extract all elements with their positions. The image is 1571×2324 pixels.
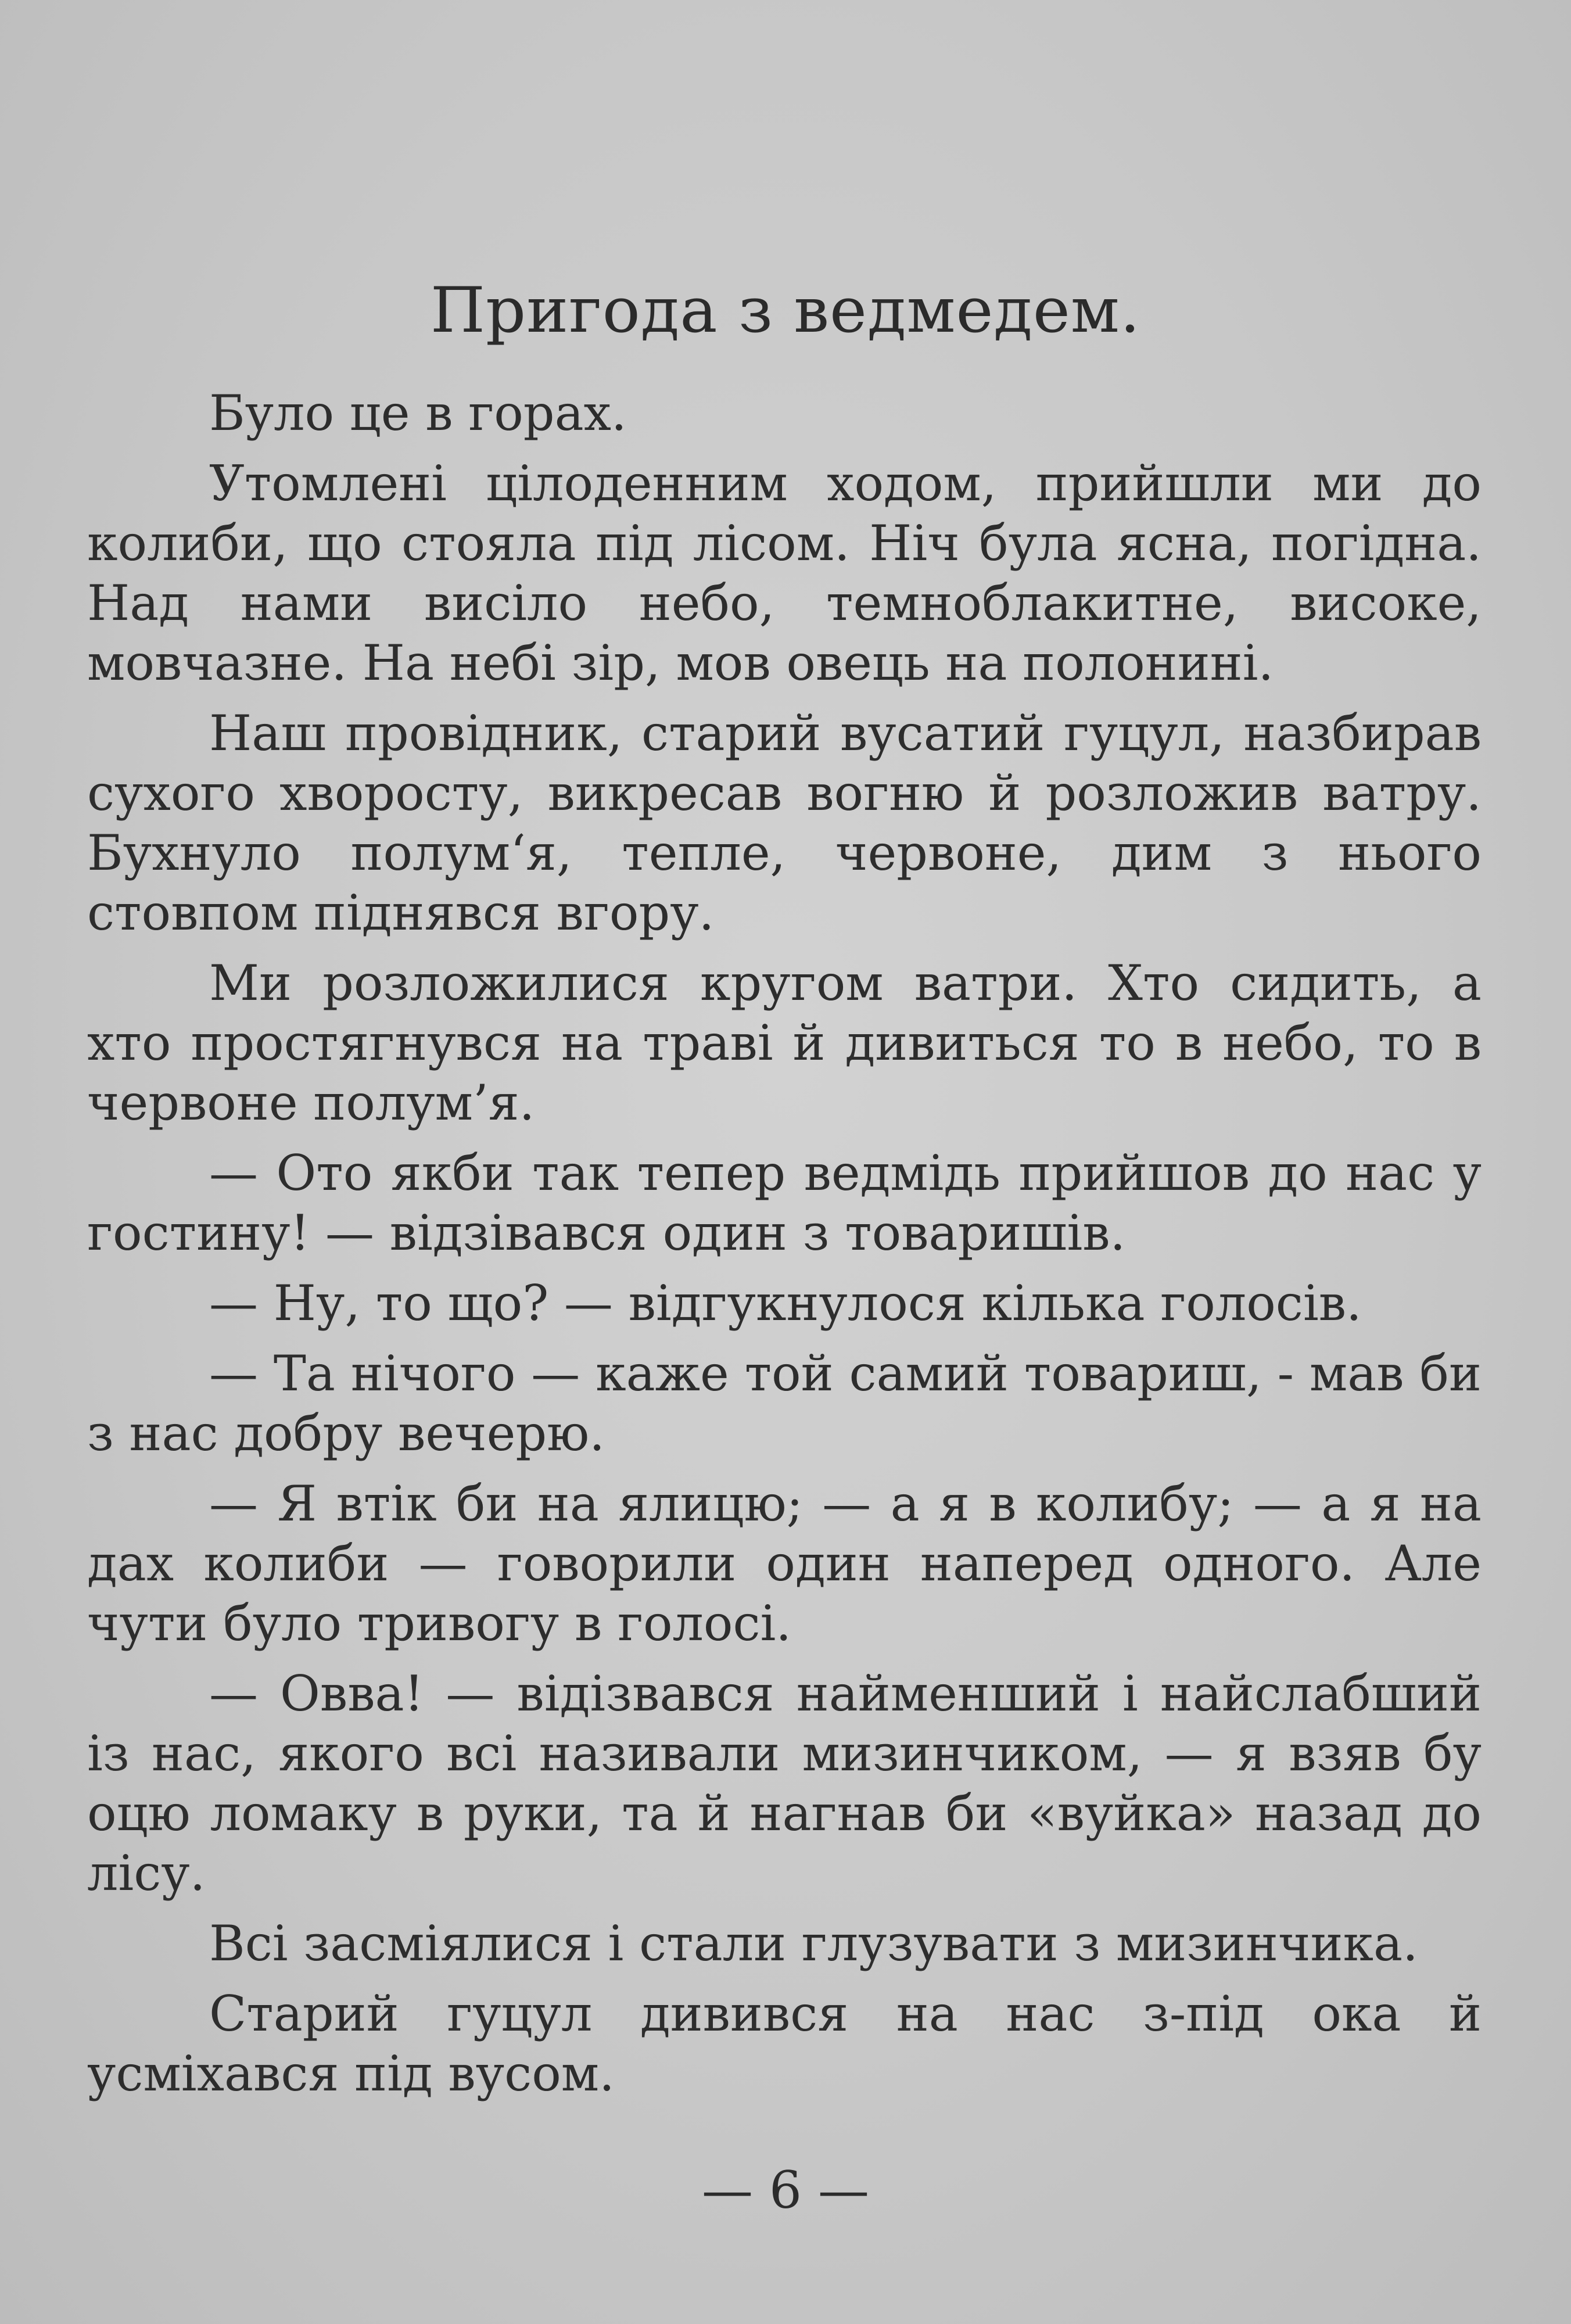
dialogue-paragraph: — Я втік би на ялицю; — а я в колибу; — а я на дах колиби — говорили один наперед одного. Але чути було тривогу в голосі. [87,1475,1482,1652]
story-text [87,383,1482,2114]
paragraph: Наш провідник, старий вусатий гуцул, назбирав сухого хворосту, викресав вогню й розложив ватру. Бухнуло полум‘я, тепле, червоне, дим з нього стовпом піднявся вгору. [87,705,1482,941]
page-number: — 6 — [702,2160,869,2220]
paragraph: Утомлені цілоденним ходом, прийшли ми до колиби, що стояла під лісом. Ніч була ясна, погідна. Над нами висіло небо, темноблакитне, високе, мовчазне. На небі зір, мов овець на полонині. [87,455,1482,691]
paragraph: Було це в горах. [209,385,627,442]
dialogue-paragraph: — Ну, то що? — відгукнулося кілька голосів. [209,1275,1362,1332]
dialogue-paragraph: — Ото якби так тепер ведмідь прийшов до нас у гостину! — відзівався один з товаришів. [87,1145,1482,1261]
paragraph: Всі засміялися і стали глузувати з мизинчика. [209,1915,1418,1972]
dialogue-paragraph: — Овва! — відізвався найменший і найслабший із нас, якого всі називали мизинчиком, — я взяв бу оцю ломаку в руки, та й нагнав би «вуйка» назад до лісу. [87,1665,1482,1902]
chapter-title: Пригода з ведмедем. [430,274,1141,347]
paragraph: Старий гуцул дивився на нас з-під ока й усміхався під вусом. [87,1985,1482,2102]
paragraph: Ми розложилися кругом ватри. Хто сидить, а хто простягнувся на траві й дивиться то в небо, то в червоне полум’я. [87,955,1482,1131]
dialogue-paragraph: — Та нічого — каже той самий товариш, - мав би з нас добру вечерю. [87,1345,1482,1462]
